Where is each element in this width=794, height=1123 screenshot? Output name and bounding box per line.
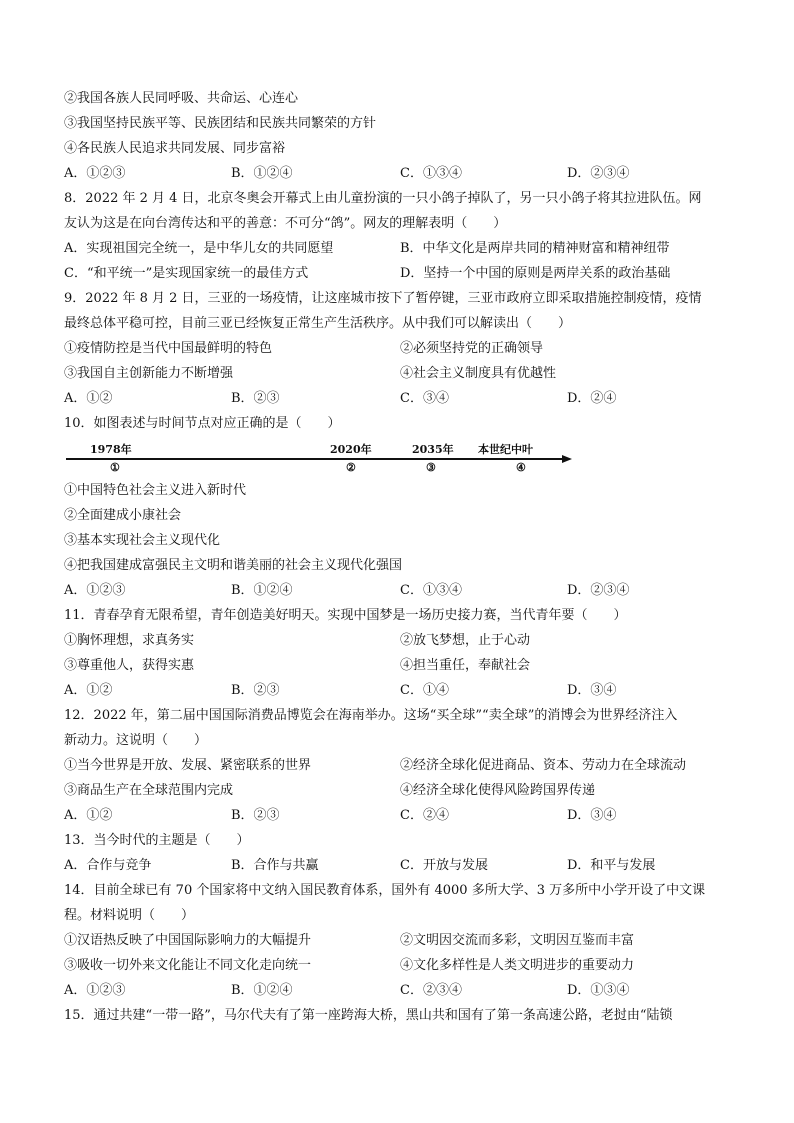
choice-a: A．①②③ bbox=[64, 583, 126, 598]
option-line: ②全面建成小康社会 bbox=[64, 508, 182, 523]
choice-b: B．①②④ bbox=[231, 166, 293, 181]
option-line: ③基本实现社会主义现代化 bbox=[64, 533, 221, 548]
choice-b: B．②③ bbox=[231, 683, 280, 698]
choice-b: B．合作与共赢 bbox=[231, 858, 319, 873]
option-4: ④社会主义制度具有优越性 bbox=[400, 366, 557, 381]
answer-choices bbox=[64, 681, 744, 701]
choice-c: C．②④ bbox=[400, 808, 449, 823]
choice-a: A．①② bbox=[64, 808, 113, 823]
option-line: ③我国坚持民族平等、民族团结和民族共同繁荣的方针 bbox=[64, 116, 377, 131]
choice-b: B．②③ bbox=[231, 391, 280, 406]
option-3: ③我国自主创新能力不断增强 bbox=[64, 366, 234, 381]
question-stem: 8．2022 年 2 月 4 日，北京冬奥会开幕式上由儿童扮演的一只小鸽子掉队了，另一只小鸽子将其拉进队伍。网 bbox=[64, 191, 702, 206]
choice-b: B．①②④ bbox=[231, 983, 293, 998]
option-row bbox=[64, 781, 744, 801]
option-row bbox=[64, 364, 744, 384]
timeline-year: 本世纪中叶 bbox=[478, 443, 533, 456]
question-stem: 程。材料说明（ ） bbox=[64, 908, 195, 923]
choice-b: B．中华文化是两岸共同的精神财富和精神纽带 bbox=[400, 241, 670, 256]
question-stem: 10．如图表述与时间节点对应正确的是（ ） bbox=[64, 416, 341, 431]
answer-choices bbox=[64, 239, 744, 259]
answer-choices bbox=[64, 806, 744, 826]
choice-d: D．①③④ bbox=[567, 983, 630, 998]
answer-choices bbox=[64, 389, 744, 409]
option-3: ③商品生产在全球范围内完成 bbox=[64, 783, 234, 798]
option-1: ①汉语热反映了中国国际影响力的大幅提升 bbox=[64, 933, 312, 948]
timeline-figure bbox=[64, 440, 584, 476]
choice-d: D．③④ bbox=[567, 683, 617, 698]
choice-d: D．②③④ bbox=[567, 166, 630, 181]
question-stem: 9．2022 年 8 月 2 日，三亚的一场疫情，让这座城市按下了暂停键，三亚市政府立即采取措施控制疫情，疫情 bbox=[64, 291, 702, 306]
option-row bbox=[64, 656, 744, 676]
timeline-mark: ② bbox=[346, 461, 356, 474]
option-row bbox=[64, 931, 744, 951]
choice-c: C．②③④ bbox=[400, 983, 462, 998]
option-line: ④各民族人民追求共同发展、同步富裕 bbox=[64, 141, 286, 156]
answer-choices bbox=[64, 164, 744, 184]
choice-a: A．①② bbox=[64, 391, 113, 406]
choice-d: D．和平与发展 bbox=[567, 858, 656, 873]
choice-a: A．合作与竞争 bbox=[64, 858, 152, 873]
answer-choices bbox=[64, 981, 744, 1001]
choice-a: A．①② bbox=[64, 683, 113, 698]
option-2: ②放飞梦想，止于心动 bbox=[400, 633, 531, 648]
question-stem: 12．2022 年，第二届中国国际消费品博览会在海南举办。这场“买全球”“卖全球”的消博会为世界经济注入 bbox=[64, 708, 678, 723]
option-1: ①当今世界是开放、发展、紧密联系的世界 bbox=[64, 758, 312, 773]
option-2: ②文明因交流而多彩，文明因互鉴而丰富 bbox=[400, 933, 635, 948]
question-stem: 新动力。这说明（ ） bbox=[64, 733, 208, 748]
question-stem: 友认为这是在向台湾传达和平的善意：不可分“鸽”。网友的理解表明（ ） bbox=[64, 216, 507, 231]
option-4: ④文化多样性是人类文明进步的重要动力 bbox=[400, 958, 635, 973]
timeline-mark: ④ bbox=[516, 461, 526, 474]
choice-b: B．①②④ bbox=[231, 583, 293, 598]
option-row bbox=[64, 756, 744, 776]
option-1: ①疫情防控是当代中国最鲜明的特色 bbox=[64, 341, 273, 356]
answer-choices bbox=[64, 264, 744, 284]
question-stem: 14．目前全球已有 70 个国家将中文纳入国民教育体系，国外有 4000 多所大学、3 万多所中小学开设了中文课 bbox=[64, 883, 706, 898]
option-2: ②必须坚持党的正确领导 bbox=[400, 341, 544, 356]
option-line: ①中国特色社会主义进入新时代 bbox=[64, 483, 247, 498]
option-line: ②我国各族人民同呼吸、共命运、心连心 bbox=[64, 91, 299, 106]
timeline-mark: ① bbox=[110, 461, 120, 474]
choice-a: A．①②③ bbox=[64, 983, 126, 998]
choice-c: C．①③④ bbox=[400, 166, 462, 181]
timeline-year: 2035年 bbox=[412, 443, 454, 456]
choice-c: C．开放与发展 bbox=[400, 858, 488, 873]
choice-c: C．①③④ bbox=[400, 583, 462, 598]
arrow-head-icon bbox=[562, 455, 572, 463]
question-stem: 13．当今时代的主题是（ ） bbox=[64, 833, 250, 848]
choice-d: D．坚持一个中国的原则是两岸关系的政治基础 bbox=[400, 266, 671, 281]
option-3: ③吸收一切外来文化能让不同文化走向统一 bbox=[64, 958, 312, 973]
option-row bbox=[64, 339, 744, 359]
choice-d: D．②③④ bbox=[567, 583, 630, 598]
choice-d: D．③④ bbox=[567, 808, 617, 823]
choice-d: D．②④ bbox=[567, 391, 617, 406]
question-stem: 11．青春孕育无限希望，青年创造美好明天。实现中国梦是一场历史接力赛，当代青年要（ ） bbox=[64, 608, 627, 623]
answer-choices bbox=[64, 581, 744, 601]
choice-b: B．②③ bbox=[231, 808, 280, 823]
option-row bbox=[64, 631, 744, 651]
option-4: ④担当重任，奉献社会 bbox=[400, 658, 531, 673]
option-1: ①胸怀理想，求真务实 bbox=[64, 633, 195, 648]
question-stem: 最终总体平稳可控，目前三亚已经恢复正常生产生活秩序。从中我们可以解读出（ ） bbox=[64, 316, 572, 331]
choice-a: A．①②③ bbox=[64, 166, 126, 181]
option-line: ④把我国建成富强民主文明和谐美丽的社会主义现代化强国 bbox=[64, 558, 403, 573]
answer-choices bbox=[64, 856, 744, 876]
choice-a: A．实现祖国完全统一，是中华儿女的共同愿望 bbox=[64, 241, 334, 256]
option-4: ④经济全球化使得风险跨国界传递 bbox=[400, 783, 596, 798]
option-3: ③尊重他人，获得实惠 bbox=[64, 658, 195, 673]
timeline-mark: ③ bbox=[426, 461, 436, 474]
choice-c: C．③④ bbox=[400, 391, 449, 406]
timeline-year: 1978年 bbox=[90, 443, 132, 456]
choice-c: C．①④ bbox=[400, 683, 449, 698]
question-stem: 15．通过共建“一带一路”，马尔代夫有了第一座跨海大桥，黑山共和国有了第一条高速公路，老挝由“陆锁 bbox=[64, 1008, 673, 1023]
option-row bbox=[64, 956, 744, 976]
option-2: ②经济全球化促进商品、资本、劳动力在全球流动 bbox=[400, 758, 687, 773]
timeline-year: 2020年 bbox=[330, 443, 372, 456]
choice-c: C．“和平统一”是实现国家统一的最佳方式 bbox=[64, 266, 309, 281]
